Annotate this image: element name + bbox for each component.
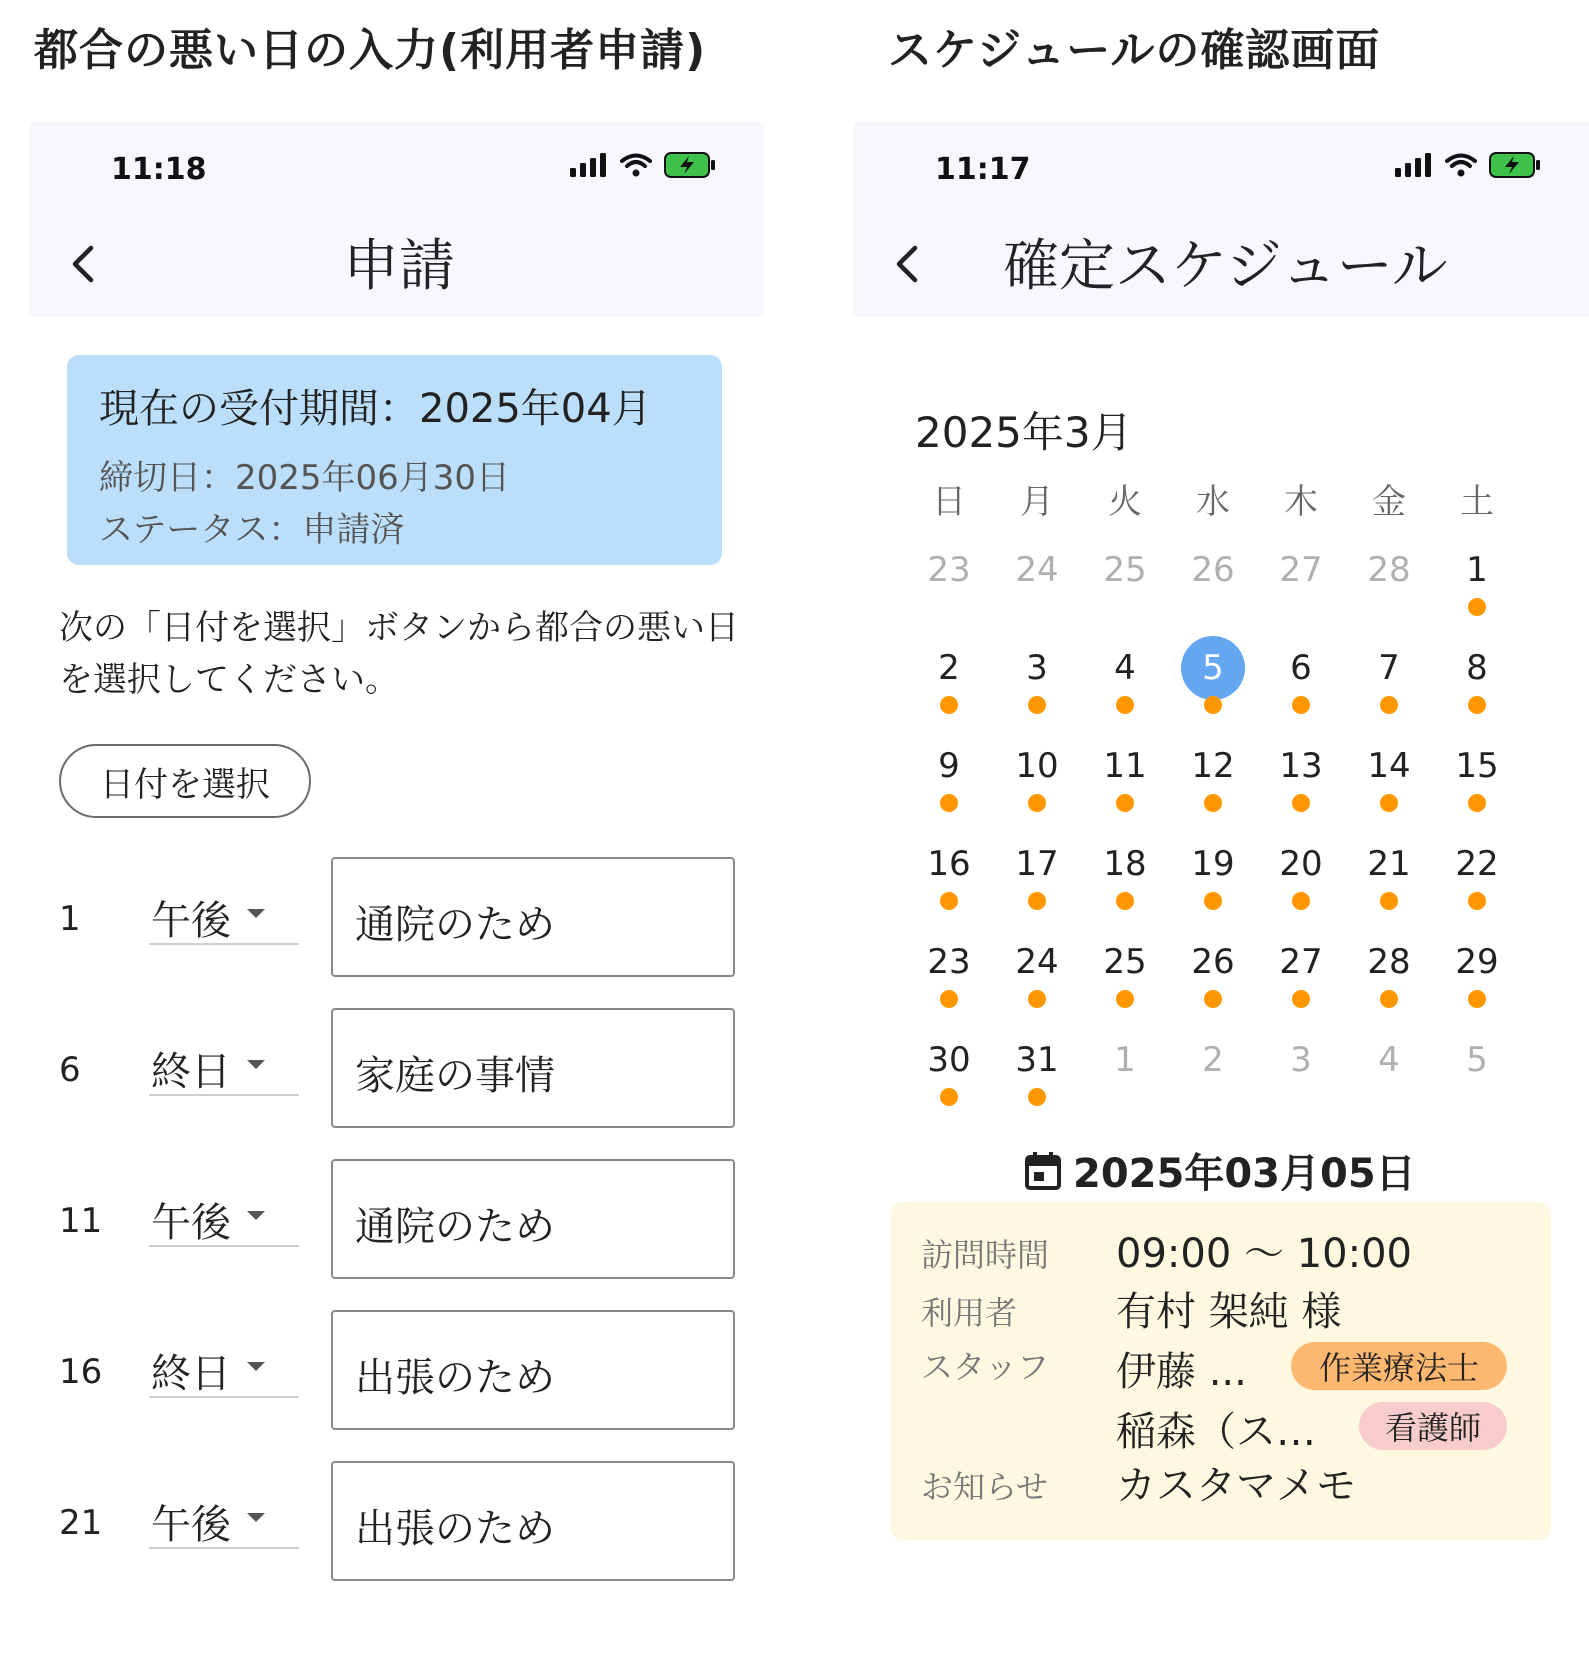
day-number: 1: [1466, 550, 1488, 590]
event-dot-icon: [1028, 794, 1046, 812]
calendar-day[interactable]: [1169, 740, 1257, 830]
user-value: 有村 架純 様: [1116, 1289, 1342, 1335]
period-value: 午後: [151, 898, 231, 944]
event-dot-icon: [1204, 990, 1222, 1008]
selected-date-text: 2025年03月05日: [1073, 1151, 1416, 1197]
calendar-day[interactable]: [993, 936, 1081, 1026]
dropdown-arrow-icon: [247, 1513, 265, 1522]
calendar-day[interactable]: [1169, 642, 1257, 732]
calendar-day[interactable]: [1433, 740, 1521, 830]
day-number: 5: [1466, 1040, 1488, 1080]
calendar-day[interactable]: [993, 740, 1081, 830]
unavailable-entry: [29, 1461, 764, 1581]
page-title: 確定スケジュール: [1003, 234, 1448, 299]
calendar-day[interactable]: [905, 544, 993, 634]
event-dot-icon: [1204, 892, 1222, 910]
entry-day: 11: [59, 1201, 103, 1241]
left-phone-screen: [29, 122, 764, 1552]
day-number: 26: [1191, 942, 1235, 982]
calendar-day[interactable]: [1257, 642, 1345, 732]
event-dot-icon: [1028, 990, 1046, 1008]
chevron-left-icon: [893, 244, 921, 284]
dropdown-arrow-icon: [247, 1362, 265, 1371]
right-caption: スケジュールの確認画面: [888, 25, 1381, 76]
reason-field[interactable]: [331, 1310, 735, 1430]
calendar-day[interactable]: [1081, 544, 1169, 634]
reason-field[interactable]: [331, 1159, 735, 1279]
signal-icon: [570, 153, 608, 177]
calendar-day[interactable]: [1433, 1034, 1521, 1124]
status-time: 11:17: [935, 152, 1031, 187]
day-number: 18: [1103, 844, 1147, 884]
event-dot-icon: [1468, 892, 1486, 910]
period-value: 終日: [151, 1351, 231, 1397]
weekday-header: 木: [1284, 482, 1318, 522]
day-number: 23: [927, 550, 971, 590]
dropdown-arrow-icon: [247, 1211, 265, 1220]
dropdown-arrow-icon: [247, 1060, 265, 1069]
day-number: 4: [1114, 648, 1136, 688]
event-dot-icon: [1380, 892, 1398, 910]
day-number: 20: [1279, 844, 1323, 884]
staff-role-badge: 作業療法士: [1291, 1342, 1507, 1390]
event-dot-icon: [1380, 696, 1398, 714]
notice-label: お知らせ: [921, 1468, 1049, 1506]
calendar-day[interactable]: [1169, 838, 1257, 928]
day-number: 31: [1015, 1040, 1059, 1080]
day-number: 9: [938, 746, 960, 786]
event-dot-icon: [1116, 892, 1134, 910]
staff-name: 伊藤 ...: [1116, 1349, 1247, 1395]
day-number: 22: [1455, 844, 1499, 884]
event-dot-icon: [1468, 598, 1486, 616]
day-number: 16: [927, 844, 971, 884]
calendar-day[interactable]: [1081, 642, 1169, 732]
day-number: 3: [1026, 648, 1048, 688]
day-number: 28: [1367, 942, 1411, 982]
event-dot-icon: [1468, 696, 1486, 714]
back-button[interactable]: [59, 240, 107, 288]
status-icons: [1395, 152, 1541, 178]
event-dot-icon: [940, 696, 958, 714]
event-dot-icon: [1468, 990, 1486, 1008]
visit-detail-card: [891, 1202, 1551, 1540]
reason-value: 通院のため: [355, 1204, 555, 1250]
calendar-day[interactable]: [1081, 1034, 1169, 1124]
calendar-day[interactable]: [1433, 838, 1521, 928]
deadline: 締切日：2025年06月30日: [99, 458, 511, 498]
day-number: 2: [1202, 1040, 1224, 1080]
period-value: 終日: [151, 1049, 231, 1095]
instruction-text: 次の「日付を選択」ボタンから都合の悪い日を選択してください。: [59, 608, 739, 700]
event-dot-icon: [1468, 794, 1486, 812]
day-number: 25: [1103, 942, 1147, 982]
day-number: 4: [1378, 1040, 1400, 1080]
calendar-day[interactable]: [905, 1034, 993, 1124]
staff-role-badge: 看護師: [1359, 1402, 1507, 1450]
event-dot-icon: [1204, 794, 1222, 812]
calendar-day[interactable]: [993, 838, 1081, 928]
app-bar: [853, 122, 1589, 317]
chevron-left-icon: [69, 244, 97, 284]
calendar-day[interactable]: [1081, 740, 1169, 830]
status-icons: [570, 152, 716, 178]
day-number: 15: [1455, 746, 1499, 786]
period-dropdown[interactable]: [149, 1338, 299, 1398]
notice-value: カスタマメモ: [1116, 1463, 1356, 1509]
calendar-day[interactable]: [1169, 1034, 1257, 1124]
reason-field[interactable]: [331, 857, 735, 977]
day-number: 28: [1367, 550, 1411, 590]
event-dot-icon: [1116, 794, 1134, 812]
period-value: 午後: [151, 1502, 231, 1548]
calendar-day[interactable]: [1257, 544, 1345, 634]
calendar-day[interactable]: [1345, 838, 1433, 928]
reason-value: 家庭の事情: [355, 1053, 555, 1099]
period-dropdown[interactable]: [149, 885, 299, 945]
wifi-icon: [620, 153, 652, 177]
calendar-day[interactable]: [1345, 642, 1433, 732]
current-period: 現在の受付期間：2025年04月: [99, 386, 652, 432]
day-number: 21: [1367, 844, 1411, 884]
day-number: 1: [1114, 1040, 1136, 1080]
event-dot-icon: [1292, 990, 1310, 1008]
event-dot-icon: [1292, 794, 1310, 812]
calendar-day[interactable]: [1169, 936, 1257, 1026]
calendar-day[interactable]: [1257, 740, 1345, 830]
application-status: ステータス：申請済: [99, 510, 405, 550]
left-caption: 都合の悪い日の入力(利用者申請): [34, 25, 707, 76]
day-number: 3: [1290, 1040, 1312, 1080]
day-number: 29: [1455, 942, 1499, 982]
event-dot-icon: [1116, 696, 1134, 714]
day-number: 17: [1015, 844, 1059, 884]
battery-charging-icon: [664, 152, 716, 178]
day-number: 25: [1103, 550, 1147, 590]
day-number: 11: [1103, 746, 1147, 786]
unavailable-entry: [29, 857, 764, 977]
event-dot-icon: [940, 892, 958, 910]
select-date-button[interactable]: 日付を選択: [59, 744, 311, 818]
period-dropdown[interactable]: [149, 1187, 299, 1247]
event-dot-icon: [940, 990, 958, 1008]
event-dot-icon: [1204, 696, 1222, 714]
calendar-day[interactable]: [993, 642, 1081, 732]
calendar-day[interactable]: [905, 740, 993, 830]
unavailable-entry: [29, 1159, 764, 1279]
page-title: 申請: [343, 234, 455, 299]
weekday-header: 月: [1020, 482, 1054, 522]
calendar-day[interactable]: [1345, 544, 1433, 634]
calendar-day[interactable]: [905, 642, 993, 732]
unavailable-entry: [29, 1008, 764, 1128]
event-dot-icon: [1380, 794, 1398, 812]
reason-value: 通院のため: [355, 902, 555, 948]
day-number: 5: [1202, 648, 1224, 688]
calendar-day[interactable]: [905, 838, 993, 928]
event-dot-icon: [940, 794, 958, 812]
entry-day: 16: [59, 1352, 103, 1392]
reason-value: 出張のため: [355, 1506, 555, 1552]
calendar-day[interactable]: [1433, 936, 1521, 1026]
event-dot-icon: [1292, 696, 1310, 714]
reason-value: 出張のため: [355, 1355, 555, 1401]
period-dropdown[interactable]: [149, 1489, 299, 1549]
calendar-day[interactable]: [1257, 936, 1345, 1026]
day-number: 6: [1290, 648, 1312, 688]
signal-icon: [1395, 153, 1433, 177]
user-label: 利用者: [921, 1294, 1018, 1332]
status-time: 11:18: [111, 152, 207, 187]
calendar-day[interactable]: [1081, 838, 1169, 928]
event-dot-icon: [1116, 990, 1134, 1008]
reason-field[interactable]: [331, 1008, 735, 1128]
day-number: 27: [1279, 550, 1323, 590]
calendar-day[interactable]: [905, 936, 993, 1026]
calendar-day[interactable]: [1081, 936, 1169, 1026]
unavailable-entry: [29, 1310, 764, 1430]
weekday-header: 金: [1372, 482, 1406, 522]
calendar-day[interactable]: [1257, 838, 1345, 928]
right-phone-screen: [853, 122, 1589, 1509]
calendar-day[interactable]: [1345, 936, 1433, 1026]
staff-label: スタッフ: [921, 1348, 1050, 1386]
period-dropdown[interactable]: [149, 1036, 299, 1096]
entry-day: 21: [59, 1503, 103, 1543]
calendar-day[interactable]: [1169, 544, 1257, 634]
calendar-day[interactable]: [1345, 740, 1433, 830]
calendar-day[interactable]: [993, 544, 1081, 634]
entry-day: 1: [59, 899, 81, 939]
day-number: 10: [1015, 746, 1059, 786]
day-number: 14: [1367, 746, 1411, 786]
weekday-header: 火: [1108, 482, 1142, 522]
day-number: 26: [1191, 550, 1235, 590]
back-button[interactable]: [883, 240, 931, 288]
day-number: 24: [1015, 550, 1059, 590]
period-value: 午後: [151, 1200, 231, 1246]
event-dot-icon: [1028, 892, 1046, 910]
selected-date-heading: [1025, 1142, 1416, 1199]
weekday-header: 土: [1460, 482, 1494, 522]
calendar-day[interactable]: [1345, 1034, 1433, 1124]
calendar-month-label: 2025年3月: [915, 408, 1133, 457]
event-dot-icon: [1380, 990, 1398, 1008]
event-dot-icon: [1292, 892, 1310, 910]
day-number: 8: [1466, 648, 1488, 688]
application-period-card: [67, 355, 722, 565]
wifi-icon: [1445, 153, 1477, 177]
day-number: 19: [1191, 844, 1235, 884]
calendar-day[interactable]: [993, 1034, 1081, 1124]
visit-time-value: 09:00 〜 10:00: [1116, 1231, 1412, 1277]
calendar-day[interactable]: [1433, 642, 1521, 732]
battery-charging-icon: [1489, 152, 1541, 178]
visit-time-label: 訪問時間: [921, 1236, 1050, 1274]
weekday-header: 水: [1196, 482, 1230, 522]
dropdown-arrow-icon: [247, 909, 265, 918]
day-number: 30: [927, 1040, 971, 1080]
day-number: 2: [938, 648, 960, 688]
reason-field[interactable]: [331, 1461, 735, 1581]
staff-name: 稲森（ス…: [1116, 1409, 1316, 1455]
event-dot-icon: [1028, 1088, 1046, 1106]
day-number: 24: [1015, 942, 1059, 982]
day-number: 27: [1279, 942, 1323, 982]
entry-day: 6: [59, 1050, 81, 1090]
day-number: 12: [1191, 746, 1235, 786]
calendar-day[interactable]: [1433, 544, 1521, 634]
day-number: 13: [1279, 746, 1323, 786]
calendar-day[interactable]: [1257, 1034, 1345, 1124]
day-number: 7: [1378, 648, 1400, 688]
event-dot-icon: [1028, 696, 1046, 714]
event-dot-icon: [940, 1088, 958, 1106]
weekday-header: 日: [932, 482, 966, 522]
calendar-icon: [1025, 1152, 1061, 1190]
day-number: 23: [927, 942, 971, 982]
app-bar: [29, 122, 764, 317]
